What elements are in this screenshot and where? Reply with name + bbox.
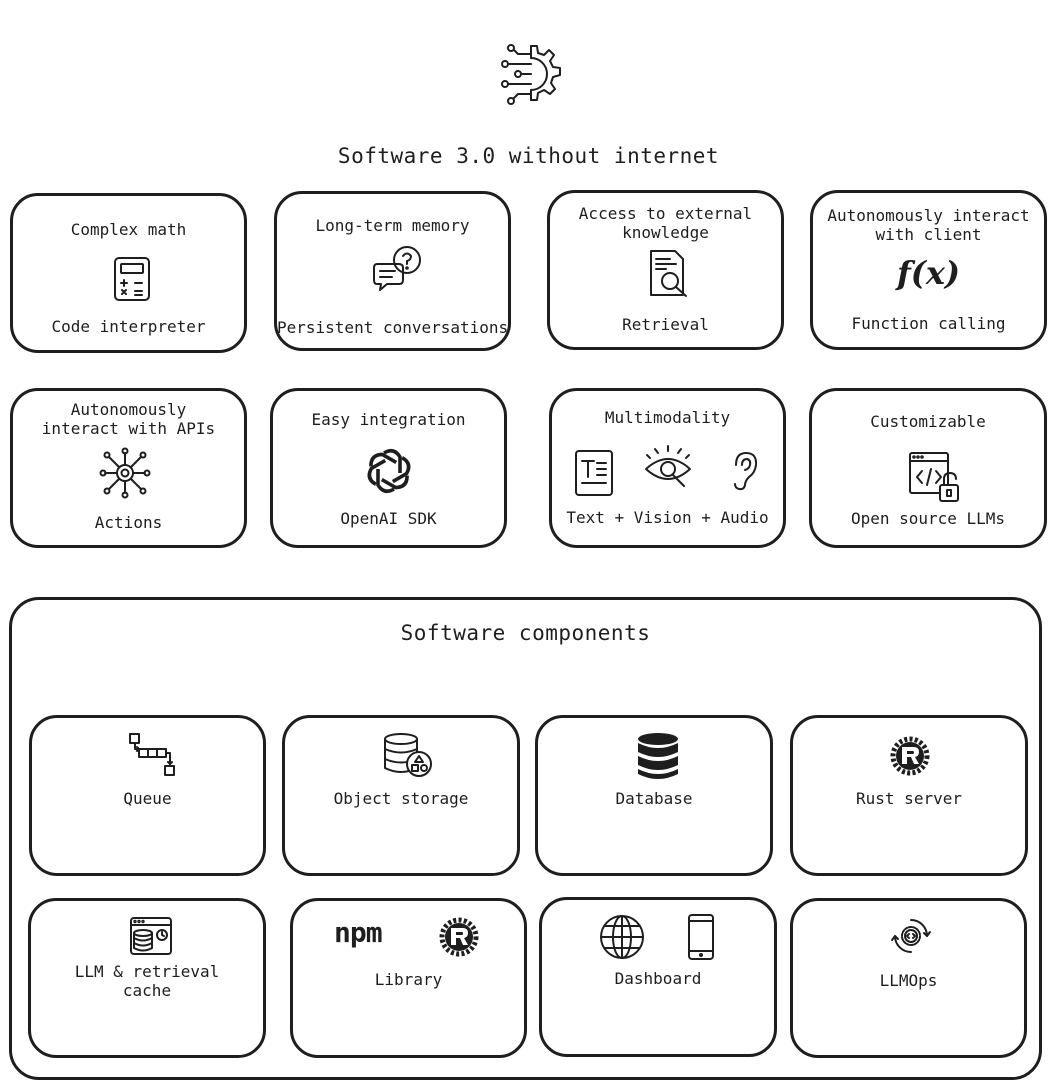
feature-name: Retrieval bbox=[622, 315, 709, 334]
component-card-object-storage bbox=[282, 715, 520, 876]
feature-name: OpenAI SDK bbox=[340, 509, 437, 528]
feature-card-retrieval bbox=[547, 190, 784, 350]
calculator-icon bbox=[113, 256, 151, 306]
feature-card-multimodality bbox=[549, 388, 786, 548]
feature-card-function-calling bbox=[810, 190, 1047, 350]
database-icon bbox=[637, 732, 679, 784]
gear-network-icon bbox=[99, 447, 151, 503]
feature-title: Easy integration bbox=[311, 410, 466, 429]
feature-title: Long-term memory bbox=[315, 216, 470, 235]
feature-card-actions bbox=[10, 388, 247, 548]
chat-question-icon bbox=[373, 244, 423, 296]
globe-icon bbox=[598, 913, 646, 965]
rust-logo-icon bbox=[890, 736, 930, 780]
ai-gear-circuit-icon bbox=[494, 40, 568, 114]
feature-name: Code interpreter bbox=[51, 317, 206, 336]
component-label: Library bbox=[374, 970, 443, 989]
feature-card-open-source-llms bbox=[809, 388, 1047, 548]
component-label: Object storage bbox=[333, 789, 469, 808]
ops-cycle-icon bbox=[892, 917, 930, 959]
document-search-icon bbox=[648, 248, 692, 302]
eye-search-icon bbox=[644, 449, 692, 493]
feature-title: Customizable bbox=[870, 412, 986, 431]
cache-window-icon bbox=[129, 916, 173, 960]
feature-title: Access to external knowledge bbox=[578, 204, 753, 242]
feature-title: Multimodality bbox=[604, 408, 731, 427]
openai-logo-icon bbox=[363, 445, 415, 501]
component-label: Rust server bbox=[856, 789, 962, 808]
feature-name: Persistent conversations bbox=[277, 318, 509, 337]
feature-name: Actions bbox=[94, 513, 163, 532]
component-label: Queue bbox=[123, 789, 172, 808]
object-storage-icon bbox=[383, 732, 435, 782]
feature-name: Text + Vision + Audio bbox=[566, 508, 769, 527]
component-card-llm-retrieval-cache bbox=[28, 898, 266, 1058]
component-card-rust-server bbox=[790, 715, 1028, 876]
component-card-dashboard bbox=[539, 897, 777, 1057]
component-label: Database bbox=[615, 789, 693, 808]
components-title: Software components bbox=[400, 621, 651, 645]
component-card-queue bbox=[29, 715, 266, 876]
feature-name: Function calling bbox=[851, 314, 1006, 333]
function-icon: f(x) bbox=[896, 254, 961, 292]
queue-flow-icon bbox=[128, 732, 180, 784]
component-card-library bbox=[290, 898, 527, 1058]
component-card-llmops bbox=[790, 898, 1027, 1058]
page-title: Software 3.0 without internet bbox=[337, 144, 720, 168]
rust-logo-icon bbox=[439, 917, 479, 961]
ear-icon bbox=[730, 451, 760, 495]
feature-name: Open source LLMs bbox=[850, 509, 1006, 528]
component-label: Dashboard bbox=[614, 969, 702, 988]
feature-card-openai-sdk bbox=[270, 388, 507, 548]
npm-logo-icon: npm bbox=[334, 916, 382, 949]
phone-icon bbox=[687, 913, 715, 965]
component-label: LLMOps bbox=[879, 971, 938, 990]
feature-card-code-interpreter bbox=[10, 193, 247, 353]
component-label: LLM & retrieval cache bbox=[74, 962, 220, 1000]
component-card-database bbox=[535, 715, 773, 876]
text-document-icon bbox=[574, 449, 614, 501]
feature-title: Autonomously interact with client bbox=[827, 206, 1030, 244]
feature-card-persistent-conversations bbox=[274, 191, 511, 351]
feature-title: Complex math bbox=[70, 220, 187, 239]
code-window-lock-icon bbox=[908, 451, 962, 509]
feature-title: Autonomously interact with APIs bbox=[41, 400, 216, 438]
